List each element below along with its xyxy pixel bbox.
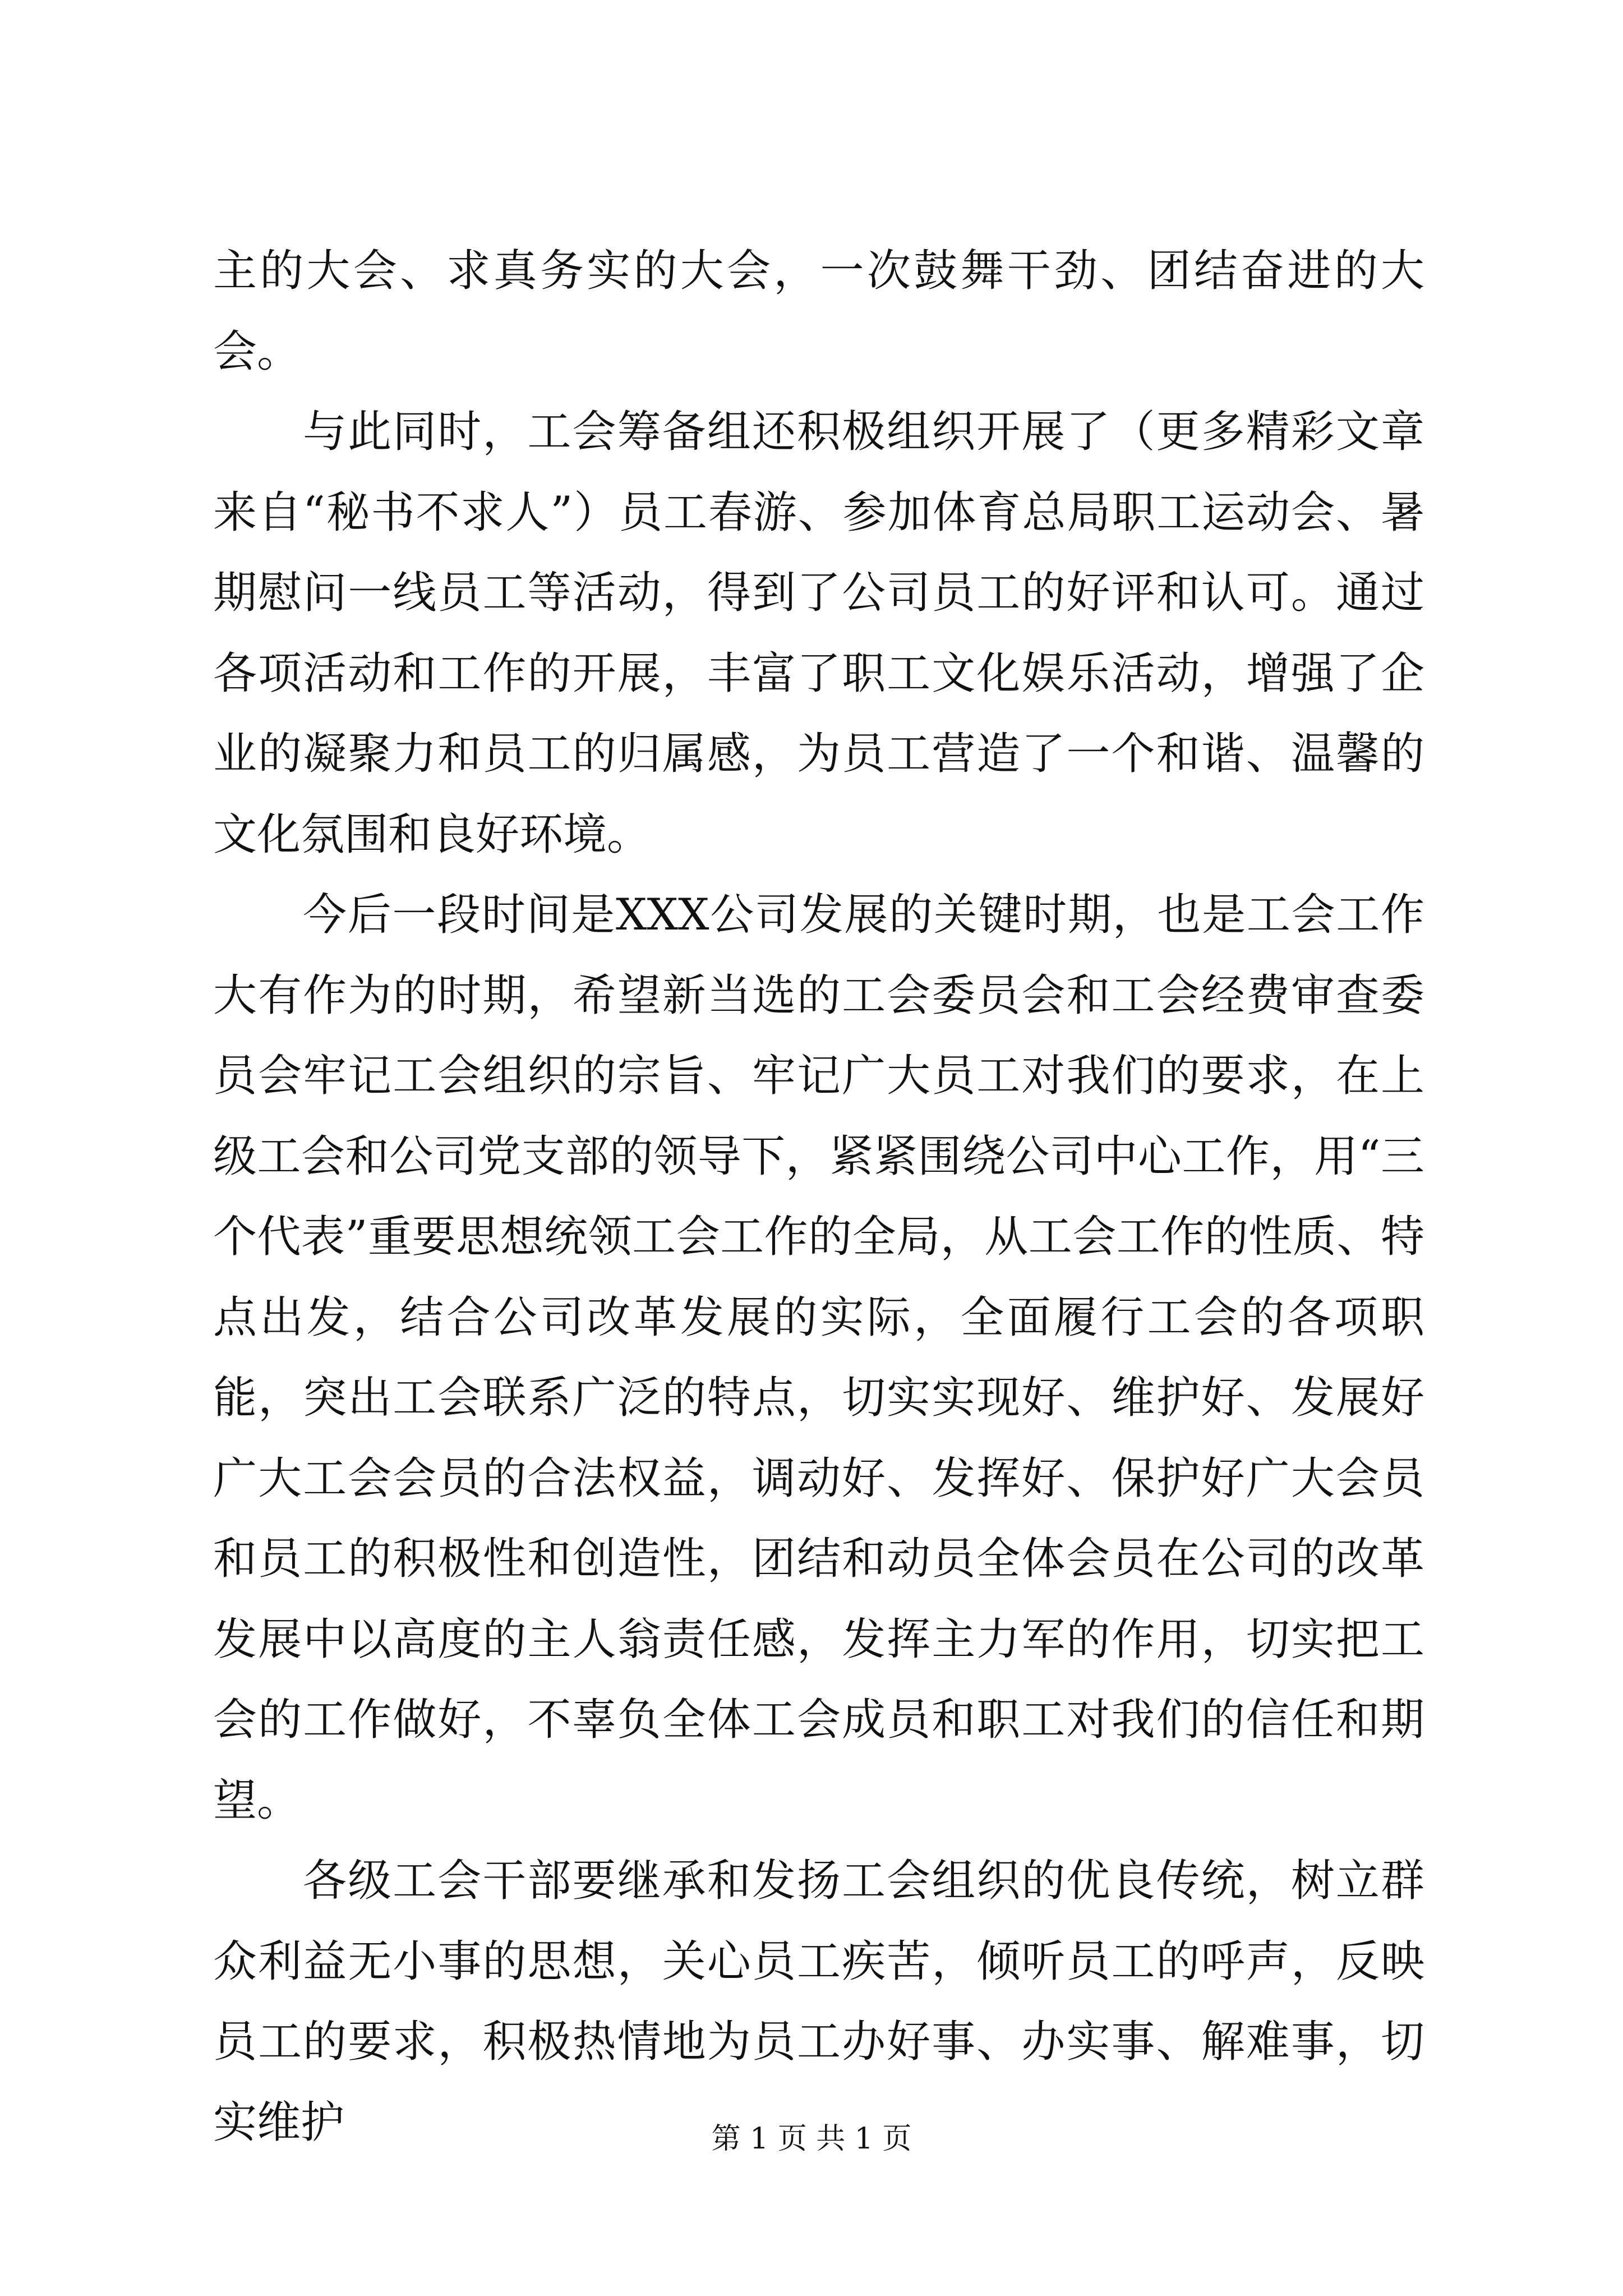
paragraph-continuation: 主的大会、求真务实的大会，一次鼓舞干劲、团结奋进的大会。 bbox=[213, 246, 1424, 377]
page-footer: 第 1 页 共 1 页 bbox=[711, 2122, 912, 2156]
document-body bbox=[213, 231, 1424, 2163]
paragraph-future-work: 今后一段时间是XXX公司发展的关键时期，也是工会工作大有作为的时期，希望新当选的工会委员会和工会经费审查委员会牢记工会组织的宗旨、牢记广大员工对我们的要求，在上级工会和公司党支部的领导下，紧紧围绕公司中心工作，用“三个代表”重要思想统领工会工作的全局，从工会工作的性质、特点出发，结合公司改革发展的实际，全面履行工会的各项职能，突出工会联系广泛的特点，切实实现好、维护好、发展好广大工会会员的合法权益，调动好、发挥好、保护好广大会员和员工的积极性和创造性，团结和动员全体会员在公司的改革发展中以高度的主人翁责任感，发挥主力军的作用，切实把工会的工作做好，不辜负全体工会成员和职工对我们的信任和期望。 bbox=[213, 890, 1424, 1826]
paragraph-cadre-duties: 各级工会干部要继承和发扬工会组织的优良传统，树立群众利益无小事的思想，关心员工疾苦，倾听员工的呼声，反映员工的要求，积极热情地为员工办好事、办实事、解难事，切实维护 bbox=[213, 1856, 1424, 2148]
paragraph-activities: 与此同时，工会筹备组还积极组织开展了（更多精彩文章来自“秘书不求人”）员工春游、参加体育总局职工运动会、暑期慰问一线员工等活动，得到了公司员工的好评和认可。通过各项活动和工作的开展，丰富了职工文化娱乐活动，增强了企业的凝聚力和员工的归属感，为员工营造了一个和谐、温馨的文化氛围和良好环境。 bbox=[213, 407, 1424, 860]
